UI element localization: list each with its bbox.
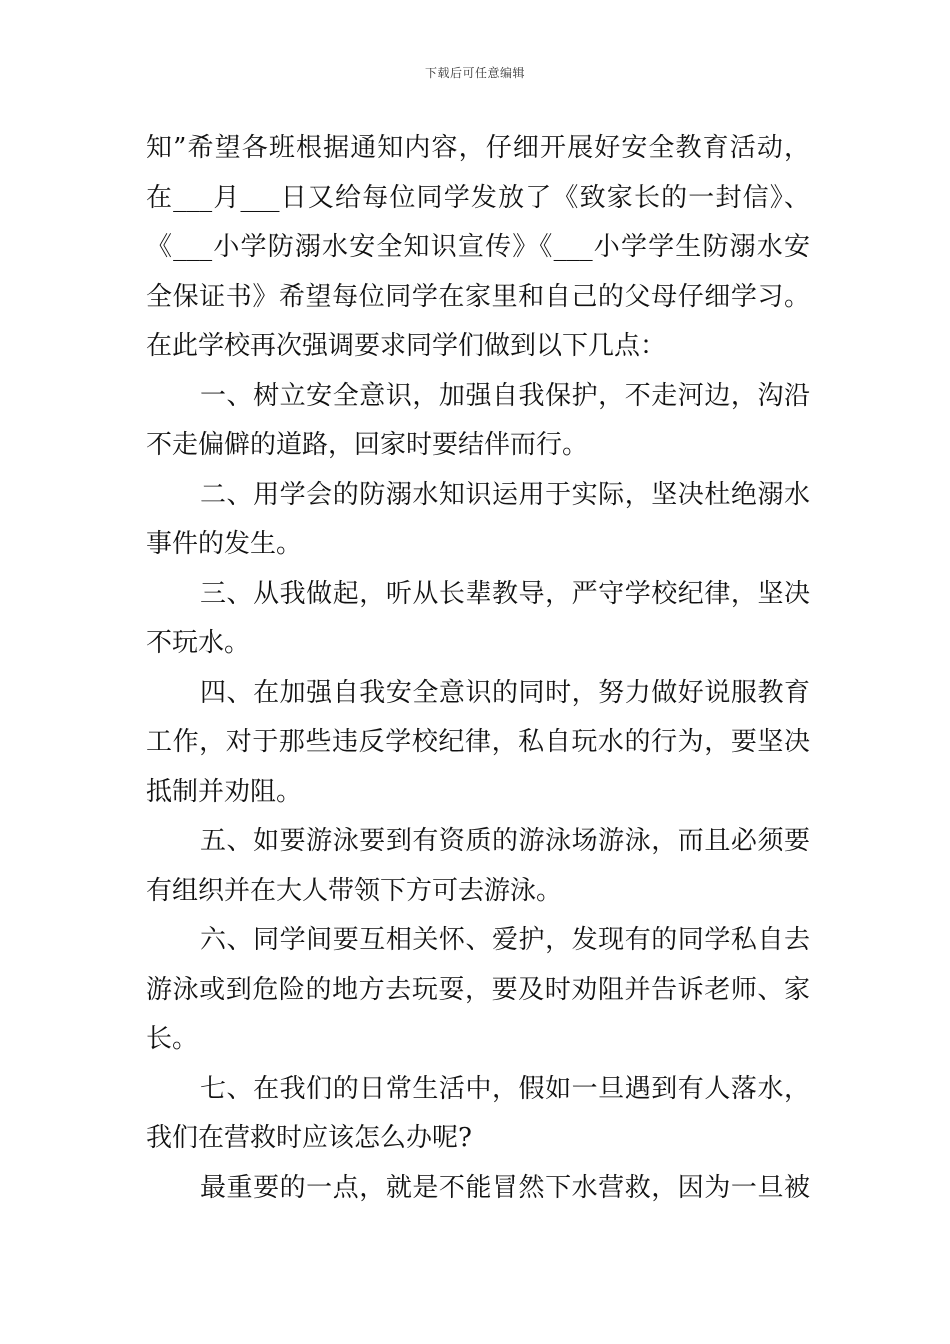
page-header: 下载后可任意编辑 bbox=[424, 66, 525, 80]
text-line: 《___小学防溺水安全知识宣传》《___小学学生防溺水安 bbox=[146, 232, 810, 262]
text-line: 最重要的一点，就是不能冒然下水营救，因为一旦被 bbox=[200, 1172, 810, 1203]
text-line: 长。 bbox=[146, 1024, 199, 1054]
text-line: 三、从我做起，听从长辈教导，严守学校纪律，坚决 bbox=[200, 578, 810, 609]
text-line: 五、如要游泳要到有资质的游泳场游泳，而且必须要 bbox=[200, 826, 810, 856]
text-line: 抵制并劝阻。 bbox=[146, 776, 303, 807]
text-line: 在___月___日又给每位同学发放了《致家长的一封信》、 bbox=[146, 182, 810, 213]
text-line: 事件的发生。 bbox=[146, 529, 303, 559]
text-line: 有组织并在大人带领下方可去游泳。 bbox=[146, 875, 563, 906]
text-line: 全保证书》希望每位同学在家里和自己的父母仔细学习。 bbox=[146, 281, 810, 312]
text-line: 一、树立安全意识，加强自我保护，不走河边，沟沿 bbox=[200, 380, 810, 411]
text-line: 不玩水。 bbox=[146, 628, 251, 658]
text-line: 我们在营救时应该怎么办呢? bbox=[146, 1123, 472, 1153]
text-line: 六、同学间要互相关怀、爱护，发现有的同学私自去 bbox=[200, 925, 810, 955]
text-line: 不走偏僻的道路，回家时要结伴而行。 bbox=[146, 430, 589, 460]
document-body bbox=[146, 124, 810, 1213]
text-line: 游泳或到危险的地方去玩耍，要及时劝阻并告诉老师、家 bbox=[146, 974, 810, 1005]
text-line: 七、在我们的日常生活中，假如一旦遇到有人落水， bbox=[200, 1073, 810, 1104]
text-line: 知”希望各班根据通知内容，仔细开展好安全教育活动， bbox=[146, 133, 810, 163]
text-line: 四、在加强自我安全意识的同时，努力做好说服教育 bbox=[200, 677, 810, 708]
text-line: 在此学校再次强调要求同学们做到以下几点： bbox=[146, 331, 667, 361]
text-line: 工作，对于那些违反学校纪律，私自玩水的行为，要坚决 bbox=[146, 727, 810, 757]
text-line: 二、用学会的防溺水知识运用于实际，坚决杜绝溺水 bbox=[200, 479, 810, 510]
